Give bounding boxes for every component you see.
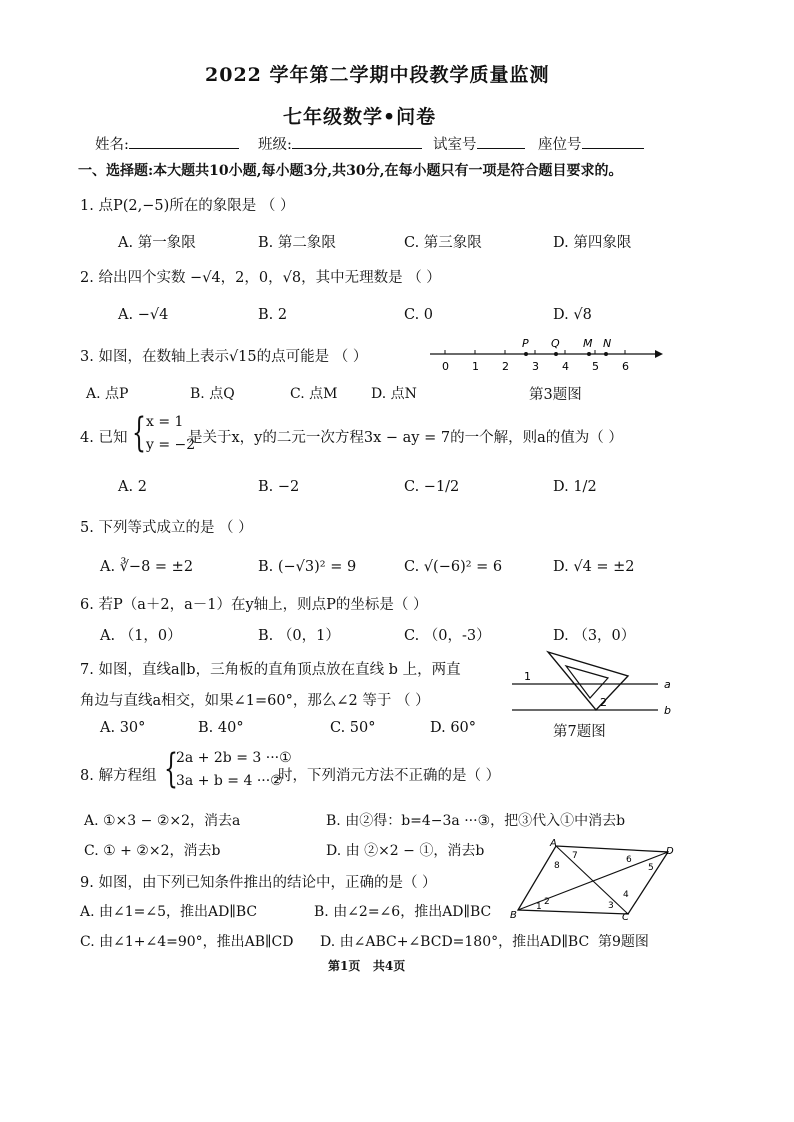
q9-figure: [508, 838, 676, 920]
q4-option-c: C. −1/2: [404, 479, 460, 495]
tick-5: 5: [592, 360, 599, 373]
vertex-b: B: [510, 910, 517, 920]
name-label: 姓名:: [95, 137, 129, 153]
q7-option-a: A. 30°: [100, 720, 146, 736]
point-m-dot: [587, 352, 591, 356]
q3-option-d: D. 点N: [371, 386, 417, 402]
q2-stem: 2. 给出四个实数 −√4，2，0，√8，其中无理数是 （ ）: [80, 270, 441, 286]
q9-figure-caption: 第9题图: [598, 934, 649, 950]
q7-figure: [508, 640, 676, 718]
q2-option-c: C. 0: [404, 307, 434, 323]
axis-arrow: [655, 350, 663, 358]
q7-angle-2: 2: [600, 696, 607, 709]
point-q-dot: [554, 352, 558, 356]
q4-option-d: D. 1/2: [553, 479, 597, 495]
class-label: 班级:: [258, 137, 292, 153]
diagonal-ac: [556, 846, 628, 914]
name-field: [95, 133, 239, 154]
q7-stem-line1: 7. 如图，直线a∥b，三角板的直角顶点放在直线 b 上，两直: [80, 662, 461, 678]
vertex-a: A: [550, 838, 557, 849]
q3-stem: 3. 如图，在数轴上表示√15的点可能是 （ ）: [80, 349, 368, 365]
seat-blank: [582, 134, 644, 149]
tick-6: 6: [622, 360, 629, 373]
exam-title: 2022 学年第二学期中段教学质量监测: [205, 64, 550, 86]
q8-stem-prefix: 8. 解方程组: [80, 768, 157, 784]
angle-3: 3: [608, 901, 614, 911]
q6-stem: 6. 若P（a＋2，a－1）在y轴上，则点P的坐标是（ ）: [80, 597, 428, 613]
angle-4: 4: [623, 890, 629, 900]
q5-stem: 5. 下列等式成立的是 （ ）: [80, 520, 253, 536]
q6-option-c: C. （0，-3）: [404, 628, 491, 644]
q8-option-c: C. ① + ②×2，消去b: [84, 843, 221, 859]
angle-6: 6: [626, 855, 632, 865]
page-current: 第1页: [328, 959, 361, 973]
q9-stem: 9. 如图，由下列已知条件推出的结论中，正确的是（ ）: [80, 875, 437, 891]
q4-option-b: B. −2: [258, 479, 300, 495]
name-blank: [129, 134, 239, 149]
q7-angle-1: 1: [524, 670, 531, 683]
room-blank: [477, 134, 525, 149]
q4-stem-prefix: 4. 已知: [80, 430, 128, 446]
q3-option-a: A. 点P: [86, 386, 129, 402]
angle-1: 1: [536, 902, 542, 912]
q7-option-b: B. 40°: [198, 720, 244, 736]
point-q-label: Q: [551, 337, 560, 350]
q5-option-d: D. √4 = ±2: [553, 559, 635, 575]
q8-eq1: 2a + 2b = 3 ···①: [176, 750, 292, 766]
q2-option-b: B. 2: [258, 307, 288, 323]
seat-label: 座位号: [538, 137, 582, 153]
point-m-label: M: [583, 337, 593, 350]
q9-option-d: D. 由∠ABC+∠BCD=180°，推出AD∥BC: [320, 934, 590, 950]
q9-option-b: B. 由∠2=∠6，推出AD∥BC: [314, 904, 492, 920]
q1-option-d: D. 第四象限: [553, 235, 632, 251]
q3-option-b: B. 点Q: [190, 386, 235, 402]
q1-option-a: A. 第一象限: [118, 235, 196, 251]
q6-option-b: B. （0，1）: [258, 628, 340, 644]
tick-1: 1: [472, 360, 479, 373]
q8-option-d: D. 由 ②×2 − ①，消去b: [326, 843, 485, 859]
q4-eq1: x = 1: [146, 414, 184, 430]
q9-option-a: A. 由∠1=∠5，推出AD∥BC: [80, 904, 258, 920]
page-number: [328, 957, 405, 974]
page-total: 共4页: [372, 959, 406, 973]
vertex-d: D: [666, 846, 674, 857]
q7-figure-caption: 第7题图: [553, 724, 606, 740]
angle-5: 5: [648, 863, 654, 873]
tick-2: 2: [502, 360, 509, 373]
q1-option-c: C. 第三象限: [404, 235, 482, 251]
angle-8: 8: [554, 861, 560, 871]
q1-stem: 1. 点P(2,−5)所在的象限是 （ ）: [80, 198, 295, 214]
q3-figure-caption: 第3题图: [529, 387, 582, 403]
point-n-label: N: [603, 337, 612, 350]
class-field: [258, 133, 422, 154]
q4-eq2: y = −2: [146, 437, 196, 453]
seat-field: [538, 133, 644, 154]
q8-option-b: B. 由②得：b=4−3a ···③，把③代入①中消去b: [326, 813, 626, 829]
angle-7: 7: [572, 851, 578, 861]
angle-2: 2: [544, 897, 550, 907]
tick-4: 4: [562, 360, 569, 373]
q7-label-a: a: [664, 678, 671, 691]
q6-option-d: D. （3，0）: [553, 628, 636, 644]
tick-3: 3: [532, 360, 539, 373]
point-p-label: P: [522, 337, 529, 350]
room-label: 试室号: [433, 137, 477, 153]
q4-stem-suffix: 是关于x，y的二元一次方程3x − ay = 7的一个解，则a的值为（ ）: [188, 430, 623, 446]
point-p-dot: [524, 352, 528, 356]
q8-option-a: A. ①×3 − ②×2，消去a: [84, 813, 241, 829]
q5-option-a: A. ∛−8 = ±2: [100, 559, 194, 575]
set-square-outer: [548, 652, 628, 710]
q9-option-c: C. 由∠1+∠4=90°，推出AB∥CD: [80, 934, 294, 950]
q2-option-d: D. √8: [553, 307, 592, 323]
q8-stem-suffix: 时，下列消元方法不正确的是（ ）: [278, 768, 501, 784]
q7-option-c: C. 50°: [330, 720, 376, 736]
class-blank: [292, 134, 422, 149]
q4-option-a: A. 2: [118, 479, 147, 495]
q6-option-a: A. （1，0）: [100, 628, 182, 644]
room-field: [433, 133, 525, 154]
q7-option-d: D. 60°: [430, 720, 477, 736]
section-heading: 一、选择题:本大题共10小题,每小题3分,共30分,在每小题只有一项是符合题目要求的。: [78, 163, 623, 179]
q3-option-c: C. 点M: [290, 386, 338, 402]
q5-option-b: B. (−√3)² = 9: [258, 559, 357, 575]
exam-subtitle: 七年级数学•问卷: [283, 106, 437, 128]
q7-stem-line2: 角边与直线a相交，如果∠1=60°，那么∠2 等于 （ ）: [80, 693, 430, 709]
q8-eq2: 3a + b = 4 ···②: [176, 773, 283, 789]
point-n-dot: [604, 352, 608, 356]
q5-option-c: C. √(−6)² = 6: [404, 559, 503, 575]
tick-0: 0: [442, 360, 449, 373]
q7-label-b: b: [664, 704, 671, 717]
q8-brace: {: [164, 746, 178, 792]
q4-brace: {: [132, 410, 146, 456]
q1-option-b: B. 第二象限: [258, 235, 336, 251]
q2-option-a: A. −√4: [118, 307, 169, 323]
vertex-c: C: [622, 912, 629, 920]
q3-number-line: [425, 336, 665, 374]
